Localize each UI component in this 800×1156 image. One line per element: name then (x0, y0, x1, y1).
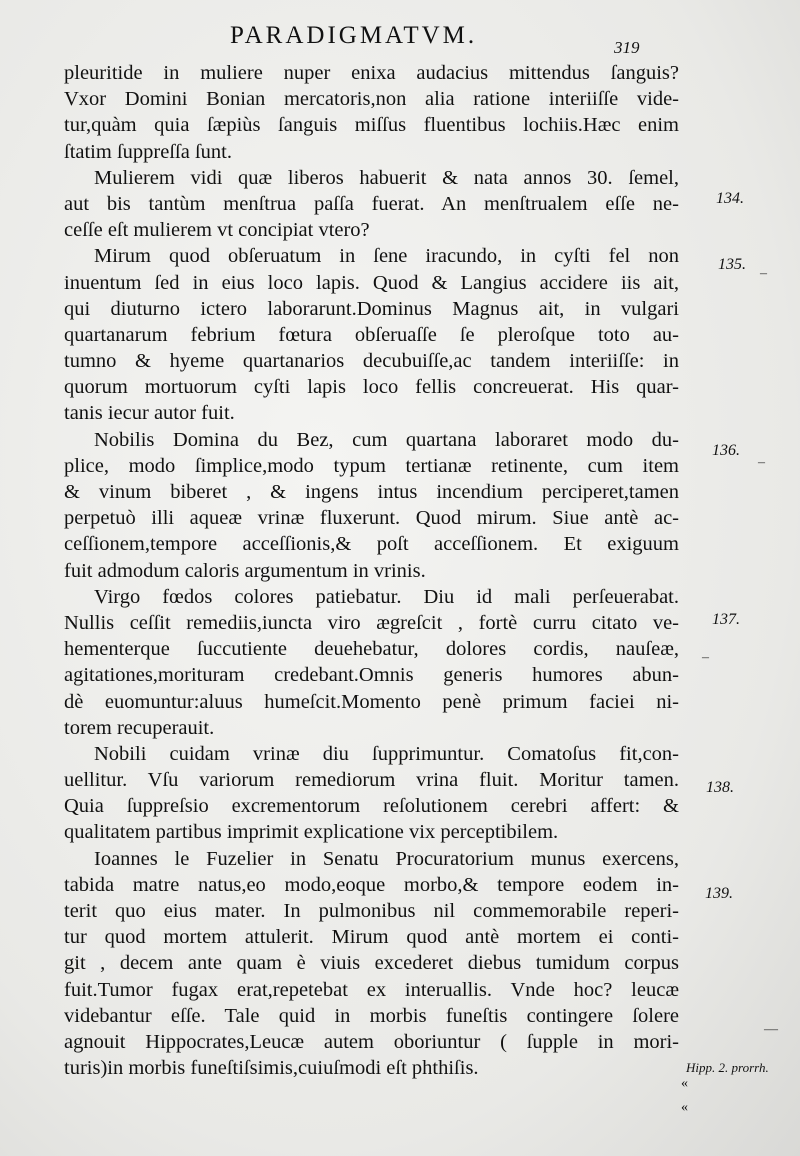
paragraph-1 (64, 60, 679, 165)
text-line: dè euomuntur:aluus humeſcit.Momento penè primum faciei ni- (64, 690, 679, 713)
text-line: qui diuturno ictero laborarunt.Dominus Magnus ait, in vulgari (64, 297, 679, 320)
margin-dash-mark: – (760, 266, 767, 281)
text-line: ceſſe eſt mulierem vt concipiat vtero? (64, 219, 370, 242)
running-head: PARADIGMATVM. (230, 22, 478, 49)
paragraph-4 (64, 427, 679, 584)
page-number: 319 (614, 38, 640, 57)
text-line: Nullis ceſſit remediis,iuncta viro ægreſcit , fortè curru citato ve- (64, 611, 679, 634)
text-line: fuit.Tumor fugax erat,repetebat ex interuallis. Vnde hoc? leucæ (64, 978, 679, 1001)
margin-quote-mark: « (681, 1076, 688, 1091)
paragraph-5 (64, 584, 679, 741)
text-line: Ioannes le Fuzelier in Senatu Procuratorium munus exercens, (94, 847, 679, 870)
margin-note-hippocrates: Hipp. 2. prorrh. (686, 1060, 769, 1075)
text-line: uellitur. Vſu variorum remediorum vrina fluit. Moritur tamen. (64, 769, 679, 792)
text-line: tanis iecur autor fuit. (64, 402, 235, 425)
text-line: Nobilis Domina du Bez, cum quartana laboraret modo du- (94, 428, 679, 451)
text-line: Virgo fœdos colores patiebatur. Diu id mali perſeuerabat. (94, 585, 679, 608)
paragraph-6 (64, 741, 679, 846)
text-line: terit quo eius mater. In pulmonibus nil commemorabile reperi- (64, 900, 679, 922)
text-line: perpetuò illi aqueæ vrinæ fluxerunt. Quod mirum. Siue antè ac- (64, 507, 679, 530)
text-line: Vxor Domini Bonian mercatoris,non alia ratione interiiſſe vide- (64, 88, 679, 111)
text-line: fuit admodum caloris argumentum in vrinis. (64, 559, 426, 582)
margin-note-135: 135. (718, 256, 746, 273)
margin-dash-mark: – (702, 650, 709, 665)
text-line: ſtatim ſuppreſſa ſunt. (64, 140, 232, 163)
margin-note-137: 137. (712, 611, 740, 628)
text-line: quartanarum febrium fœtura obſeruaſſe ſe pleroſque toto au- (64, 323, 679, 346)
text-line: hementerque ſuccutiente deuehebatur, dolores cordis, nauſeæ, (64, 638, 679, 661)
text-line: git , decem ante quam è viuis excederet diebus tumidum corpus (64, 952, 679, 975)
margin-note-134: 134. (716, 190, 744, 207)
margin-dash-mark: – (758, 455, 765, 470)
text-line: inuentum ſed in eius loco lapis. Quod & Langius accidere iis ait, (64, 271, 679, 294)
text-line: turis)in morbis funeſtiſsimis,cuiuſmodi eſt phthiſis. (64, 1057, 479, 1080)
text-line: agnouit Hippocrates,Leucæ autem oboriuntur ( ſupple in mori- (64, 1030, 679, 1053)
paragraph-7 (64, 846, 679, 1082)
text-line: aut bis tantùm menſtrua paſſa fuerat. An menſtrualem eſſe ne- (64, 192, 679, 215)
margin-dash-mark: — (764, 1022, 778, 1037)
text-line: videbantur eſſe. Tale quid in morbis funeſtis contingere ſolere (64, 1004, 679, 1027)
text-line: tur,quàm quia ſæpiùs ſanguis miſſus fluentibus lochiis.Hæc enim (64, 114, 679, 137)
text-line: torem recuperauit. (64, 716, 215, 739)
paragraph-3 (64, 243, 679, 426)
text-line: Quia ſuppreſsio excrementorum reſolutionem cerebri affert: & (64, 795, 679, 818)
text-line: tabida matre natus,eo modo,eoque morbo,& tempore eodem in- (64, 873, 679, 896)
text-line: quorum mortuorum cyſti lapis loco fellis concreuerat. His quar- (64, 376, 679, 399)
text-line: Mirum quod obſeruatum in ſene iracundo, in cyſti fel non (94, 245, 679, 268)
text-line: qualitatem partibus imprimit explicatione vix perceptibilem. (64, 821, 559, 844)
margin-quote-mark: « (681, 1100, 688, 1115)
text-line: tumno & hyeme quartanarios decubuiſſe,ac tandem interiiſſe: in (64, 350, 679, 373)
paragraph-2 (64, 165, 679, 244)
text-line: plice, modo ſimplice,modo typum tertianæ retinente, cum item (64, 454, 679, 477)
text-line: agitationes,morituram credebant.Omnis generis humores abun- (64, 664, 679, 687)
text-line: & vinum biberet , & ingens intus incendium perciperet,tamen (64, 481, 679, 503)
margin-note-139: 139. (705, 885, 733, 902)
text-line: tur quod mortem attulerit. Mirum quod antè mortem ei conti- (64, 926, 679, 949)
body-text (64, 60, 679, 1081)
text-line: pleuritide in muliere nuper enixa audacius mittendus ſanguis? (64, 62, 679, 84)
text-line: Nobili cuidam vrinæ diu ſupprimuntur. Comatoſus fit,con- (94, 742, 679, 765)
margin-note-136: 136. (712, 442, 740, 459)
text-line: ceſſionem,tempore acceſſionis,& poſt acceſſionem. Et exiguum (64, 533, 679, 556)
text-line: Mulierem vidi quæ liberos habuerit & nata annos 30. ſemel, (94, 166, 679, 189)
margin-note-138: 138. (706, 779, 734, 796)
